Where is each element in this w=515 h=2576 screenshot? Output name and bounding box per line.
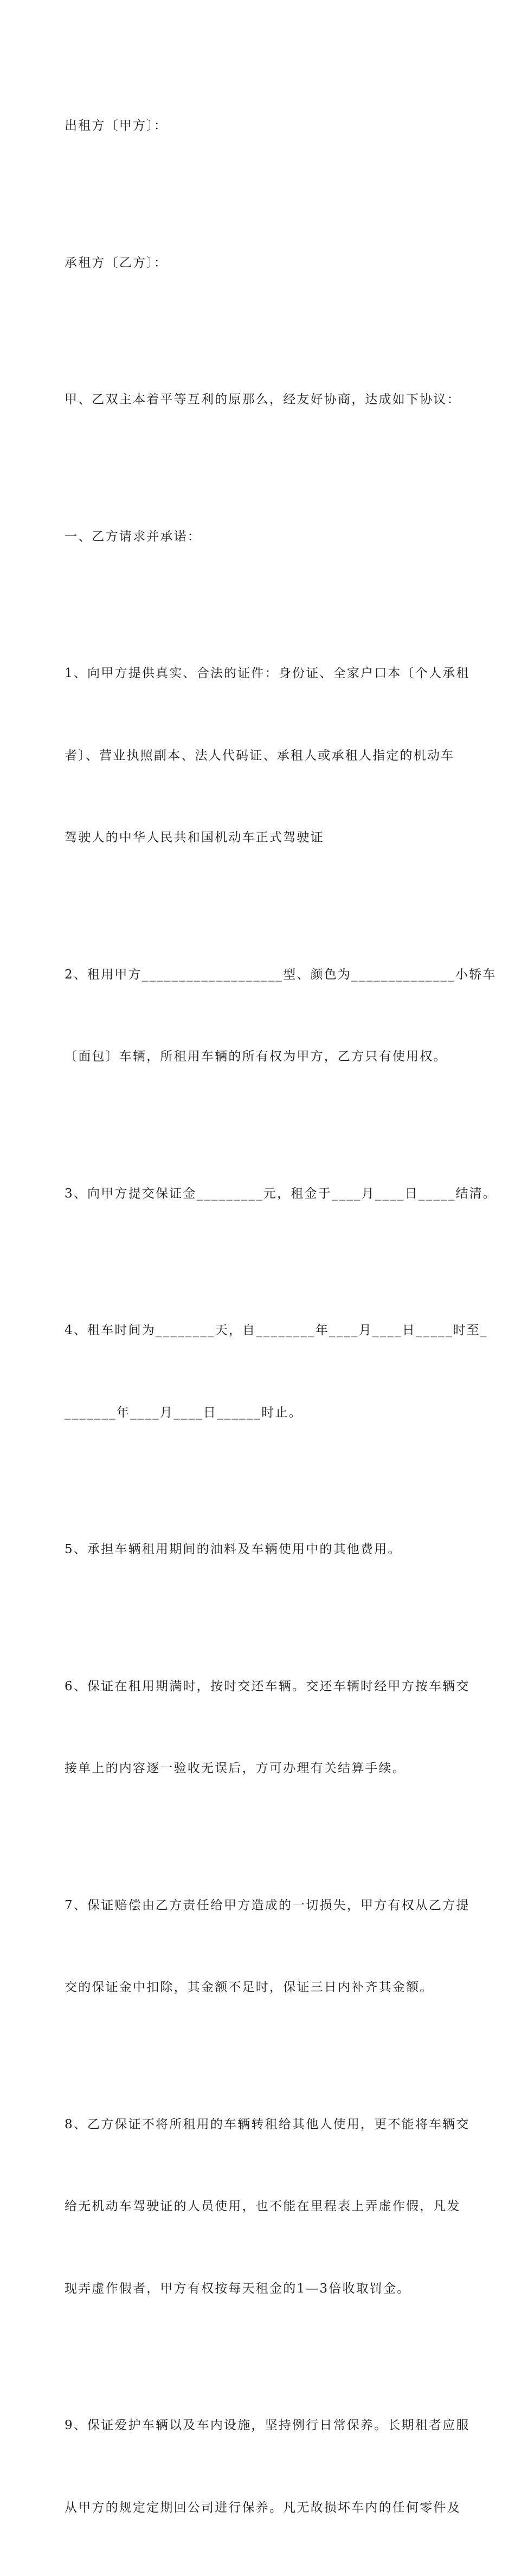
- contract-body: [65, 57, 497, 2576]
- clause-2: 2、租用甲方___________________型、颜色为______________小轿车 〔面包〕车辆，所租用车辆的所有权为甲方，乙方只有使用权。: [65, 967, 497, 1064]
- clause-4: 4、租车时间为________天，自________年____月____日_____时至_ _______年____月____日______时止。: [65, 1323, 488, 1420]
- section-heading-1: 一、乙方请求并承诺：: [65, 529, 201, 544]
- lessor-line: 出租方〔甲方〕：: [65, 119, 168, 133]
- clause-9: 9、保证爱护车辆以及车内设施，坚持例行日常保养。长期租者应服 从甲方的规定定期回公司进行保养。凡无故损坏车内的任何零件及: [65, 2418, 470, 2515]
- preamble: 甲、乙双主本着平等互利的原那么，经友好协商，达成如下协议：: [65, 392, 461, 407]
- clause-7: 7、保证赔偿由乙方责任给甲方造成的一切损失，甲方有权从乙方提 交的保证金中扣除，其金额不足时，保证三日内补齐其金额。: [65, 1898, 470, 1994]
- clause-1: 1、向甲方提供真实、合法的证件：身份证、全家户口本〔个人承租 者〕、营业执照副本、法人代码证、承租人或承租人指定的机动车 驾驶人的中华人民共和国机动车正式驾驶证: [65, 666, 470, 845]
- clause-8: 8、乙方保证不将所租用的车辆转租给其他人使用，更不能将车辆交 给无机动车驾驶证的人员使用，也不能在里程表上弄虚作假，凡发 现弄虚作假者，甲方有权按每天租金的1—3倍收取罚金。: [65, 2117, 470, 2296]
- clause-6: 6、保证在租用期满时，按时交还车辆。交还车辆时经甲方按车辆交 接单上的内容逐一验收无误后，方可办理有关结算手续。: [65, 1679, 470, 1775]
- clause-5: 5、承担车辆租用期间的油料及车辆使用中的其他费用。: [65, 1542, 402, 1556]
- clause-3: 3、向甲方提交保证金_________元，租金于____月____日_____结清。: [65, 1186, 497, 1201]
- lessee-line: 承租方〔乙方〕：: [65, 255, 168, 270]
